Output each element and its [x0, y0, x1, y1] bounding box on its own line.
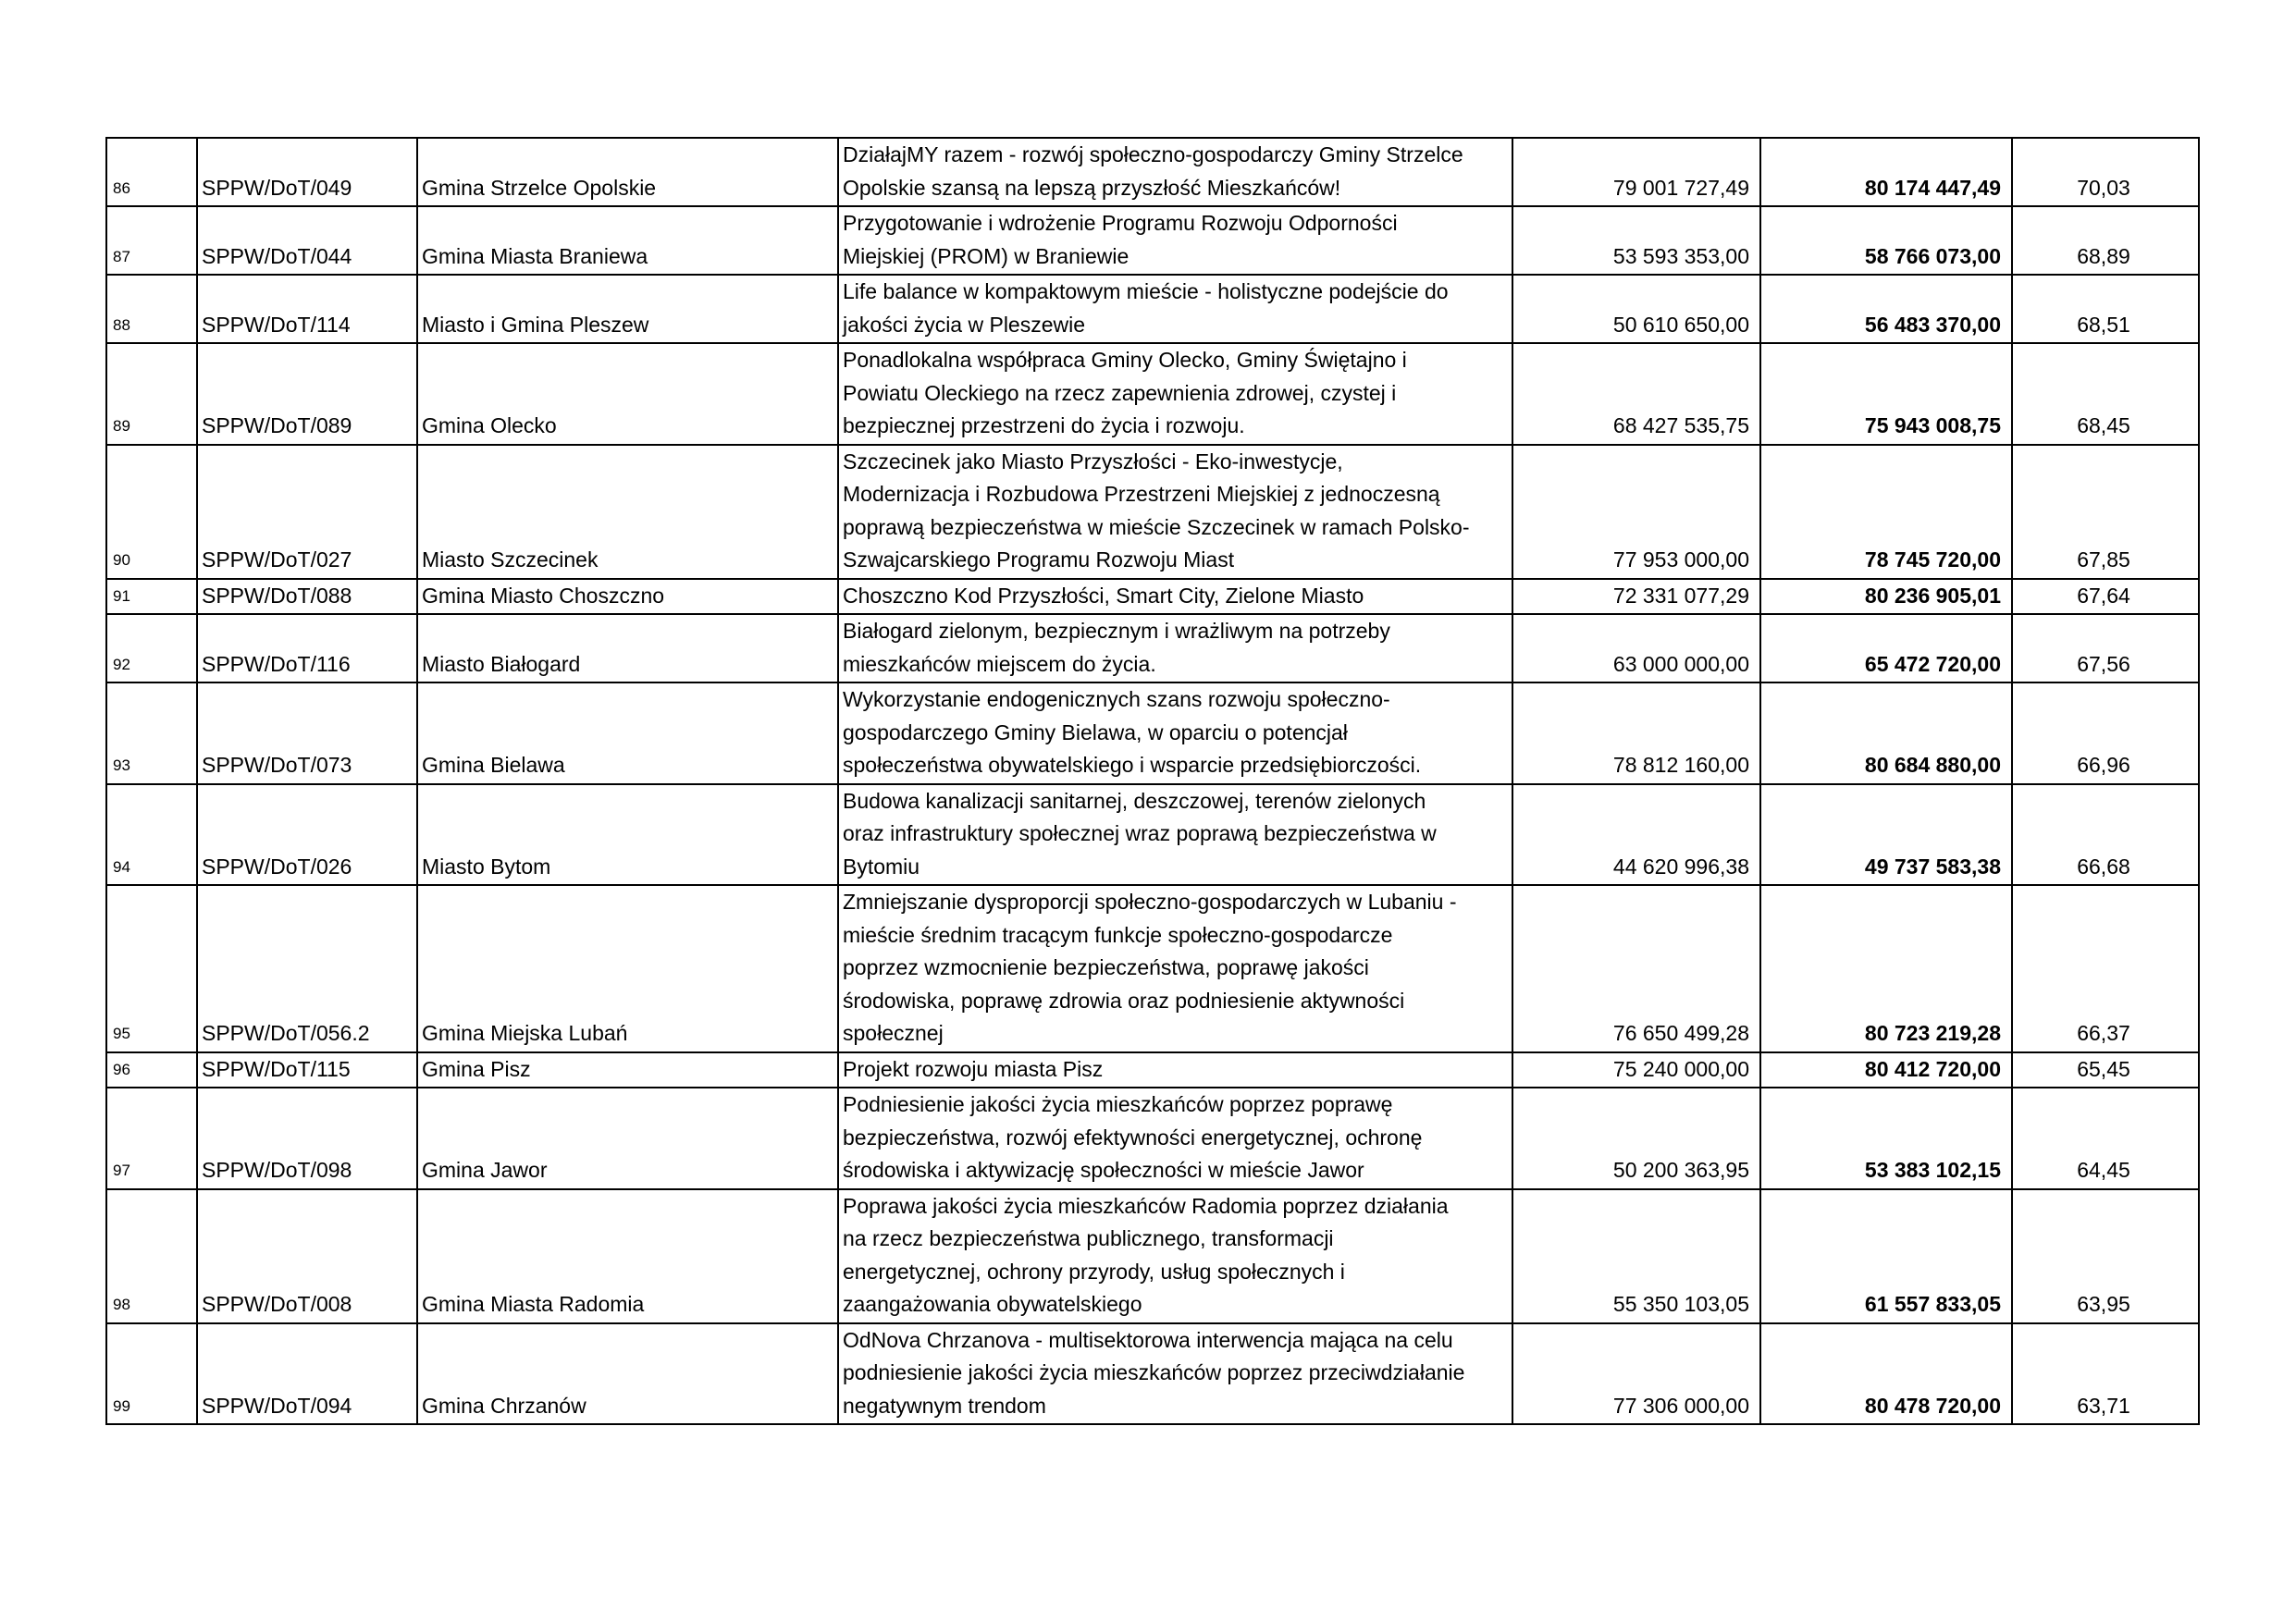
- ranking-table: [105, 137, 2200, 1425]
- cell-score: 63,95: [2012, 1189, 2199, 1323]
- cell-applicant: Gmina Olecko: [417, 343, 838, 445]
- cell-score: 68,45: [2012, 343, 2199, 445]
- project-title-line: mieście średnim tracącym funkcje społeczno-gospodarcze: [843, 922, 1393, 947]
- cell-amount-total: 56 483 370,00: [1760, 275, 2012, 343]
- cell-amount-requested: 50 610 650,00: [1512, 275, 1760, 343]
- cell-amount-requested: 68 427 535,75: [1512, 343, 1760, 445]
- cell-project-title: [838, 275, 1512, 343]
- project-title-line: negatywnym trendom: [843, 1393, 1046, 1418]
- cell-score: 63,71: [2012, 1323, 2199, 1425]
- cell-amount-requested: 77 306 000,00: [1512, 1323, 1760, 1425]
- cell-score: 66,37: [2012, 885, 2199, 1052]
- cell-amount-total: 80 684 880,00: [1760, 682, 2012, 784]
- cell-amount-total: 58 766 073,00: [1760, 206, 2012, 275]
- cell-amount-requested: 63 000 000,00: [1512, 614, 1760, 682]
- cell-score: 70,03: [2012, 138, 2199, 206]
- cell-amount-requested: 77 953 000,00: [1512, 445, 1760, 579]
- cell-amount-total: 53 383 102,15: [1760, 1088, 2012, 1189]
- cell-applicant: Miasto Bytom: [417, 784, 838, 886]
- cell-score: 68,89: [2012, 206, 2199, 275]
- project-title-line: Poprawa jakości życia mieszkańców Radomia poprzez działania: [843, 1193, 1449, 1218]
- cell-applicant: Gmina Strzelce Opolskie: [417, 138, 838, 206]
- cell-project-title: [838, 784, 1512, 886]
- project-title-line: Modernizacja i Rozbudowa Przestrzeni Miejskiej z jednoczesną: [843, 482, 1440, 506]
- table-row: [106, 138, 2199, 206]
- project-title-line: Opolskie szansą na lepszą przyszłość Mieszkańców!: [843, 175, 1341, 200]
- cell-applicant: Miasto i Gmina Pleszew: [417, 275, 838, 343]
- table-row: [106, 579, 2199, 615]
- cell-application-code: SPPW/DoT/114: [197, 275, 417, 343]
- cell-amount-requested: 55 350 103,05: [1512, 1189, 1760, 1323]
- cell-applicant: Gmina Jawor: [417, 1088, 838, 1189]
- project-title-line: Miejskiej (PROM) w Braniewie: [843, 243, 1129, 268]
- cell-lp: 92: [106, 614, 197, 682]
- project-title-line: Powiatu Oleckiego na rzecz zapewnienia zdrowej, czystej i: [843, 380, 1397, 405]
- cell-applicant: Gmina Pisz: [417, 1052, 838, 1088]
- project-title-line: społeczeństwa obywatelskiego i wsparcie przedsiębiorczości.: [843, 753, 1422, 777]
- cell-applicant: Gmina Miasta Braniewa: [417, 206, 838, 275]
- cell-project-title: [838, 445, 1512, 579]
- cell-score: 68,51: [2012, 275, 2199, 343]
- cell-amount-total: 75 943 008,75: [1760, 343, 2012, 445]
- cell-application-code: SPPW/DoT/056.2: [197, 885, 417, 1052]
- project-title-line: jakości życia w Pleszewie: [843, 312, 1086, 337]
- cell-lp: 96: [106, 1052, 197, 1088]
- cell-lp: 97: [106, 1088, 197, 1189]
- project-title-line: Life balance w kompaktowym mieście - holistyczne podejście do: [843, 279, 1449, 303]
- cell-applicant: Gmina Miasta Radomia: [417, 1189, 838, 1323]
- table-row: [106, 784, 2199, 886]
- cell-amount-requested: 50 200 363,95: [1512, 1088, 1760, 1189]
- cell-project-title: [838, 1088, 1512, 1189]
- project-title-line: środowiska, poprawę zdrowia oraz podniesienie aktywności: [843, 988, 1405, 1013]
- cell-project-title: [838, 343, 1512, 445]
- cell-score: 66,96: [2012, 682, 2199, 784]
- cell-lp: 88: [106, 275, 197, 343]
- project-title-line: DziałajMY razem - rozwój społeczno-gospodarczy Gminy Strzelce: [843, 142, 1463, 166]
- cell-score: 65,45: [2012, 1052, 2199, 1088]
- cell-score: 67,56: [2012, 614, 2199, 682]
- cell-applicant: Gmina Chrzanów: [417, 1323, 838, 1425]
- cell-amount-requested: 53 593 353,00: [1512, 206, 1760, 275]
- cell-application-code: SPPW/DoT/094: [197, 1323, 417, 1425]
- project-title-line: Przygotowanie i wdrożenie Programu Rozwoju Odporności: [843, 211, 1398, 235]
- cell-applicant: Gmina Bielawa: [417, 682, 838, 784]
- project-title-line: Białogard zielonym, bezpiecznym i wrażliwym na potrzeby: [843, 619, 1390, 643]
- table-row: [106, 682, 2199, 784]
- cell-application-code: SPPW/DoT/088: [197, 579, 417, 615]
- project-title-line: OdNova Chrzanova - multisektorowa interwencja mająca na celu: [843, 1327, 1453, 1352]
- table-row: [106, 343, 2199, 445]
- cell-application-code: SPPW/DoT/098: [197, 1088, 417, 1189]
- cell-amount-total: 80 478 720,00: [1760, 1323, 2012, 1425]
- project-title-line: Bytomiu: [843, 854, 920, 879]
- cell-project-title: [838, 885, 1512, 1052]
- project-title-line: gospodarczego Gminy Bielawa, w oparciu o potencjał: [843, 719, 1348, 744]
- cell-amount-requested: 78 812 160,00: [1512, 682, 1760, 784]
- cell-project-title: [838, 682, 1512, 784]
- cell-application-code: SPPW/DoT/008: [197, 1189, 417, 1323]
- project-title-line: mieszkańców miejscem do życia.: [843, 651, 1156, 676]
- table-row: [106, 1088, 2199, 1189]
- cell-application-code: SPPW/DoT/049: [197, 138, 417, 206]
- cell-application-code: SPPW/DoT/116: [197, 614, 417, 682]
- project-title-line: poprawą bezpieczeństwa w mieście Szczecinek w ramach Polsko-: [843, 514, 1470, 539]
- cell-lp: 86: [106, 138, 197, 206]
- cell-applicant: Miasto Białogard: [417, 614, 838, 682]
- cell-amount-total: 49 737 583,38: [1760, 784, 2012, 886]
- cell-applicant: Gmina Miasto Choszczno: [417, 579, 838, 615]
- project-title-line: Projekt rozwoju miasta Pisz: [843, 1056, 1104, 1081]
- table-row: [106, 1189, 2199, 1323]
- cell-application-code: SPPW/DoT/027: [197, 445, 417, 579]
- project-title-line: Wykorzystanie endogenicznych szans rozwoju społeczno-: [843, 687, 1390, 711]
- cell-score: 64,45: [2012, 1088, 2199, 1189]
- cell-amount-total: 80 174 447,49: [1760, 138, 2012, 206]
- project-title-line: bezpieczeństwa, rozwój efektywności energetycznej, ochronę: [843, 1125, 1423, 1150]
- cell-amount-requested: 75 240 000,00: [1512, 1052, 1760, 1088]
- cell-amount-requested: 72 331 077,29: [1512, 579, 1760, 615]
- cell-amount-total: 80 412 720,00: [1760, 1052, 2012, 1088]
- ranking-table-body: [106, 138, 2199, 1424]
- project-title-line: na rzecz bezpieczeństwa publicznego, transformacji: [843, 1226, 1334, 1250]
- project-title-line: Szczecinek jako Miasto Przyszłości - Eko-inwestycje,: [843, 449, 1343, 473]
- project-title-line: oraz infrastruktury społecznej wraz poprawą bezpieczeństwa w: [843, 821, 1437, 845]
- table-row: [106, 1323, 2199, 1425]
- cell-lp: 94: [106, 784, 197, 886]
- cell-lp: 87: [106, 206, 197, 275]
- cell-lp: 95: [106, 885, 197, 1052]
- cell-application-code: SPPW/DoT/026: [197, 784, 417, 886]
- project-title-line: poprzez wzmocnienie bezpieczeństwa, poprawę jakości: [843, 955, 1369, 979]
- project-title-line: podniesienie jakości życia mieszkańców poprzez przeciwdziałanie: [843, 1360, 1465, 1384]
- cell-score: 66,68: [2012, 784, 2199, 886]
- cell-amount-total: 80 723 219,28: [1760, 885, 2012, 1052]
- cell-applicant: Miasto Szczecinek: [417, 445, 838, 579]
- cell-application-code: SPPW/DoT/089: [197, 343, 417, 445]
- table-row: [106, 445, 2199, 579]
- cell-project-title: [838, 579, 1512, 615]
- cell-lp: 99: [106, 1323, 197, 1425]
- table-row: [106, 275, 2199, 343]
- project-title-line: Zmniejszanie dysproporcji społeczno-gospodarczych w Lubaniu -: [843, 890, 1457, 914]
- project-title-line: Szwajcarskiego Programu Rozwoju Miast: [843, 547, 1235, 572]
- cell-project-title: [838, 1189, 1512, 1323]
- cell-application-code: SPPW/DoT/073: [197, 682, 417, 784]
- cell-project-title: [838, 1052, 1512, 1088]
- project-title-line: środowiska i aktywizację społeczności w mieście Jawor: [843, 1158, 1364, 1182]
- cell-lp: 98: [106, 1189, 197, 1323]
- cell-application-code: SPPW/DoT/115: [197, 1052, 417, 1088]
- cell-amount-total: 80 236 905,01: [1760, 579, 2012, 615]
- cell-score: 67,85: [2012, 445, 2199, 579]
- table-row: [106, 885, 2199, 1052]
- cell-lp: 89: [106, 343, 197, 445]
- cell-amount-requested: 79 001 727,49: [1512, 138, 1760, 206]
- table-row: [106, 614, 2199, 682]
- project-title-line: Podniesienie jakości życia mieszkańców poprzez poprawę: [843, 1092, 1393, 1116]
- cell-lp: 93: [106, 682, 197, 784]
- cell-lp: 91: [106, 579, 197, 615]
- cell-score: 67,64: [2012, 579, 2199, 615]
- cell-amount-requested: 76 650 499,28: [1512, 885, 1760, 1052]
- cell-project-title: [838, 138, 1512, 206]
- cell-project-title: [838, 614, 1512, 682]
- project-title-line: społecznej: [843, 1021, 944, 1045]
- cell-amount-requested: 44 620 996,38: [1512, 784, 1760, 886]
- cell-project-title: [838, 1323, 1512, 1425]
- cell-amount-total: 61 557 833,05: [1760, 1189, 2012, 1323]
- project-title-line: bezpiecznej przestrzeni do życia i rozwoju.: [843, 413, 1245, 437]
- cell-applicant: Gmina Miejska Lubań: [417, 885, 838, 1052]
- cell-project-title: [838, 206, 1512, 275]
- project-title-line: zaangażowania obywatelskiego: [843, 1292, 1142, 1316]
- project-title-line: Budowa kanalizacji sanitarnej, deszczowej, terenów zielonych: [843, 788, 1426, 813]
- project-title-line: Choszczno Kod Przyszłości, Smart City, Zielone Miasto: [843, 583, 1364, 608]
- cell-amount-total: 65 472 720,00: [1760, 614, 2012, 682]
- cell-application-code: SPPW/DoT/044: [197, 206, 417, 275]
- project-title-line: energetycznej, ochrony przyrody, usług społecznych i: [843, 1259, 1345, 1284]
- table-row: [106, 1052, 2199, 1088]
- table-row: [106, 206, 2199, 275]
- cell-amount-total: 78 745 720,00: [1760, 445, 2012, 579]
- project-title-line: Ponadlokalna współpraca Gminy Olecko, Gminy Świętajno i: [843, 348, 1407, 372]
- cell-lp: 90: [106, 445, 197, 579]
